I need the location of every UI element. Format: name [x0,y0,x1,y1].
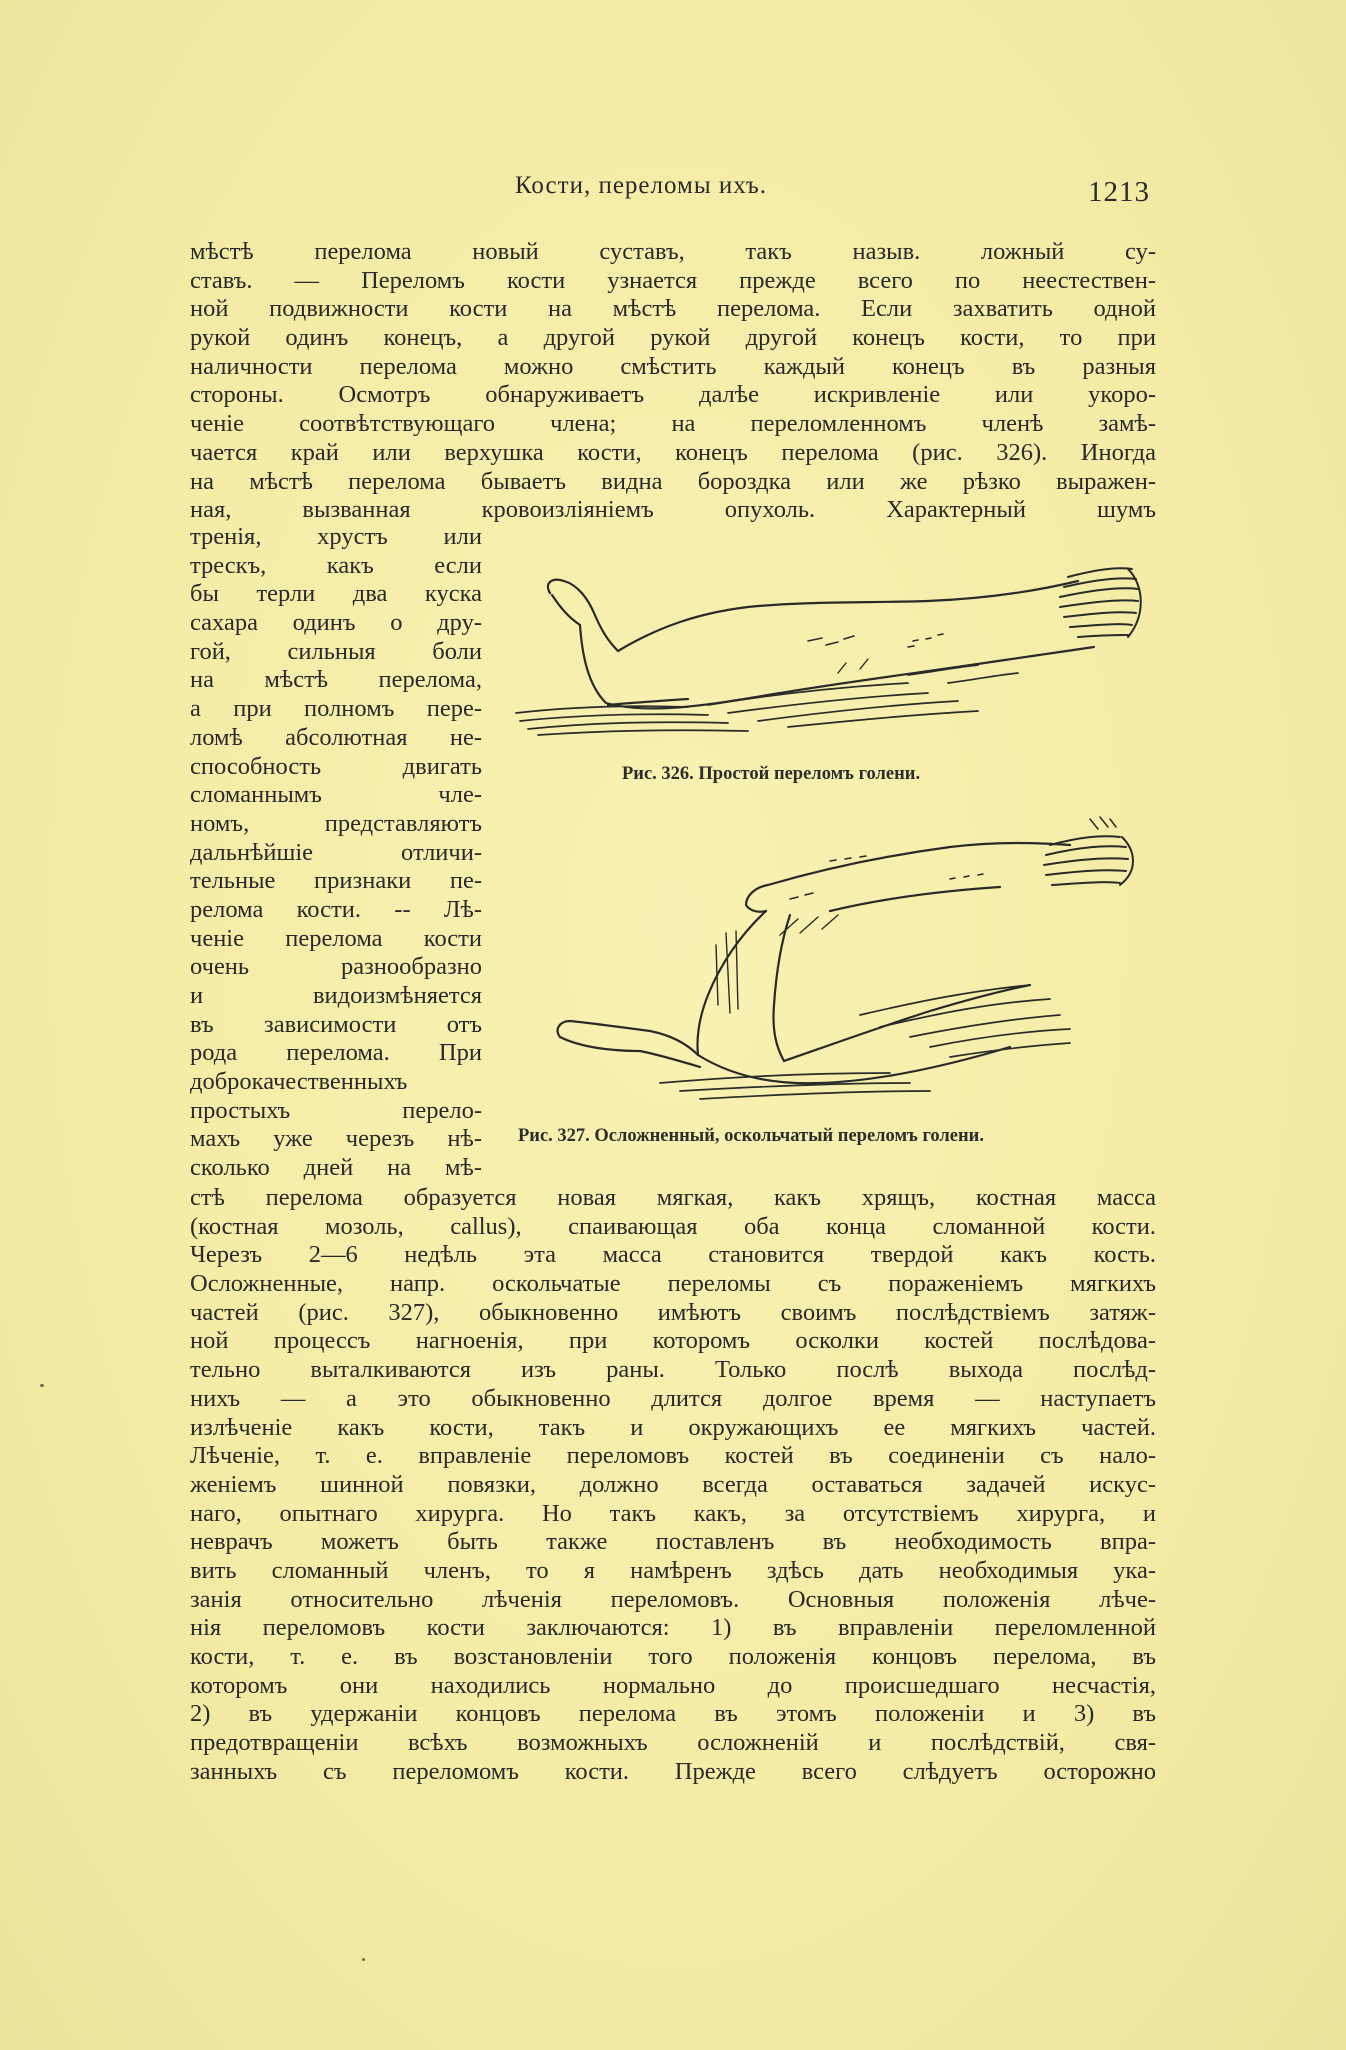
paper-speck [40,1384,44,1387]
text-line: трескъ, какъ если [190,551,482,579]
text-line: ная, вызванная кровоизліяніемъ опухоль. Характерный шумъ [190,496,1156,524]
text-line: доброкачественныхъ [190,1068,408,1096]
text-line: занія относительно лѣченія переломовъ. Основныя положенія лѣче- [190,1585,1156,1613]
text-line: вить сломанный членъ, то я намѣренъ здѣсь дать необходимыя ука- [190,1556,1156,1584]
text-line: занныхъ съ переломомъ кости. Прежде всего слѣдуетъ осторожно [190,1757,1156,1785]
page-number: 1213 [1088,176,1150,208]
text-line: бы терли два куска [190,580,482,608]
text-line: махъ уже черезъ нѣ- [190,1125,482,1153]
text-line: стороны. Осмотръ обнаруживаетъ далѣе искривленіе или укоро- [190,381,1156,409]
text-line: сломаннымъ чле- [190,781,482,809]
running-title: Кости, переломы ихъ. [515,172,767,199]
text-line: очень разнообразно [190,953,482,981]
text-line: ченіе соотвѣтствующаго члена; на переломленномъ членѣ замѣ- [190,410,1156,438]
text-line: мѣстѣ перелома новый суставъ, такъ назыв. ложный су- [190,238,1156,265]
text-line: простыхъ перело- [190,1096,482,1124]
figure-326-caption: Рис. 326. Простой переломъ голени. [622,764,921,784]
text-line: ной подвижности кости на мѣстѣ перелома. Если захватить одной [190,295,1156,323]
paragraph-top [190,238,1156,525]
figure-326-illustration [508,555,1148,755]
paper-speck [362,1958,365,1961]
text-line: въ зависимости отъ [190,1010,482,1038]
text-line: тельные признаки пе- [190,867,482,895]
text-line: кости, т. е. въ возстановленіи того положенія концовъ перелома, въ [190,1643,1156,1670]
text-line: и видоизмѣняется [190,982,482,1009]
text-line: а при полномъ пере- [190,695,482,723]
text-line: ной процессъ нагноенія, при которомъ осколки костей послѣдова- [190,1327,1156,1355]
text-line: ломѣ абсолютная не- [190,723,482,751]
text-line: нія переломовъ кости заключаются: 1) въ вправленіи переломленной [190,1614,1156,1642]
text-line: номъ, представляютъ [190,809,482,837]
side-column [190,523,482,1183]
text-line: на мѣстѣ перелома, [190,666,482,694]
text-line: (костная мозоль, callus), спаивающая оба конца сломанной кости. [190,1212,1156,1240]
text-line: способность двигать [190,752,482,780]
paragraph-bottom [190,1184,1156,1786]
text-line: наго, опытнаго хирурга. Но такъ какъ, за отсутствіемъ хирурга, и [190,1499,1156,1527]
text-line: на мѣстѣ перелома бываетъ видна бороздка или же рѣзко выражен- [190,467,1156,495]
text-line: ставъ. — Переломъ кости узнается прежде всего по неестествен- [190,266,1156,294]
text-line: релома кости. -- Лѣ- [190,895,482,923]
text-line: стѣ перелома образуется новая мягкая, какъ хрящъ, костная масса [190,1184,1156,1211]
figure-327-caption: Рис. 327. Осложненный, оскольчатый переломъ голени. [518,1126,984,1146]
text-line: излѣченіе какъ кости, такъ и окружающихъ ее мягкихъ частей. [190,1413,1156,1441]
text-line: дальнѣйшіе отличи- [190,838,482,866]
text-line: предотвращеніи всѣхъ возможныхъ осложненій и послѣдствій, свя- [190,1729,1156,1757]
text-line: рода перелома. При [190,1039,482,1067]
text-line: Черезъ 2—6 недѣль эта масса становится твердой какъ кость. [190,1241,1156,1269]
text-line: сколько дней на мѣ- [190,1154,482,1182]
text-line: тельно выталкиваются изъ раны. Только послѣ выхода послѣд- [190,1356,1156,1384]
text-line: гой, сильныя боли [190,637,482,665]
text-line: тренія, хрустъ или [190,523,482,550]
text-line: чается край или верхушка кости, конецъ перелома (рис. 326). Иногда [190,438,1156,466]
text-line: женіемъ шинной повязки, должно всегда оставаться задачей искус- [190,1470,1156,1498]
text-line: Лѣченіе, т. е. вправленіе переломовъ костей въ соединеніи съ нало- [190,1442,1156,1470]
text-line: 2) въ удержаніи концовъ перелома въ этомъ положеніи и 3) въ [190,1700,1156,1728]
text-line: неврачъ можетъ быть также поставленъ въ необходимость впра- [190,1528,1156,1556]
running-header [190,172,1156,212]
text-line: которомъ они находились нормально до происшедшаго несчастія, [190,1671,1156,1699]
text-line: рукой одинъ конецъ, а другой рукой другой конецъ кости, то при [190,324,1156,352]
text-line: Осложненные, напр. оскольчатые переломы съ пораженіемъ мягкихъ [190,1270,1156,1298]
text-line: сахара одинъ о дру- [190,609,482,637]
text-line: наличности перелома можно смѣстить каждый конецъ въ разныя [190,352,1156,380]
text-line: нихъ — а это обыкновенно длится долгое время — наступаетъ [190,1384,1156,1412]
text-line: ченіе перелома кости [190,924,482,952]
text-line: частей (рис. 327), обыкновенно имѣютъ своимъ послѣдствіемъ затяж- [190,1298,1156,1326]
figure-327-illustration [530,815,1140,1115]
